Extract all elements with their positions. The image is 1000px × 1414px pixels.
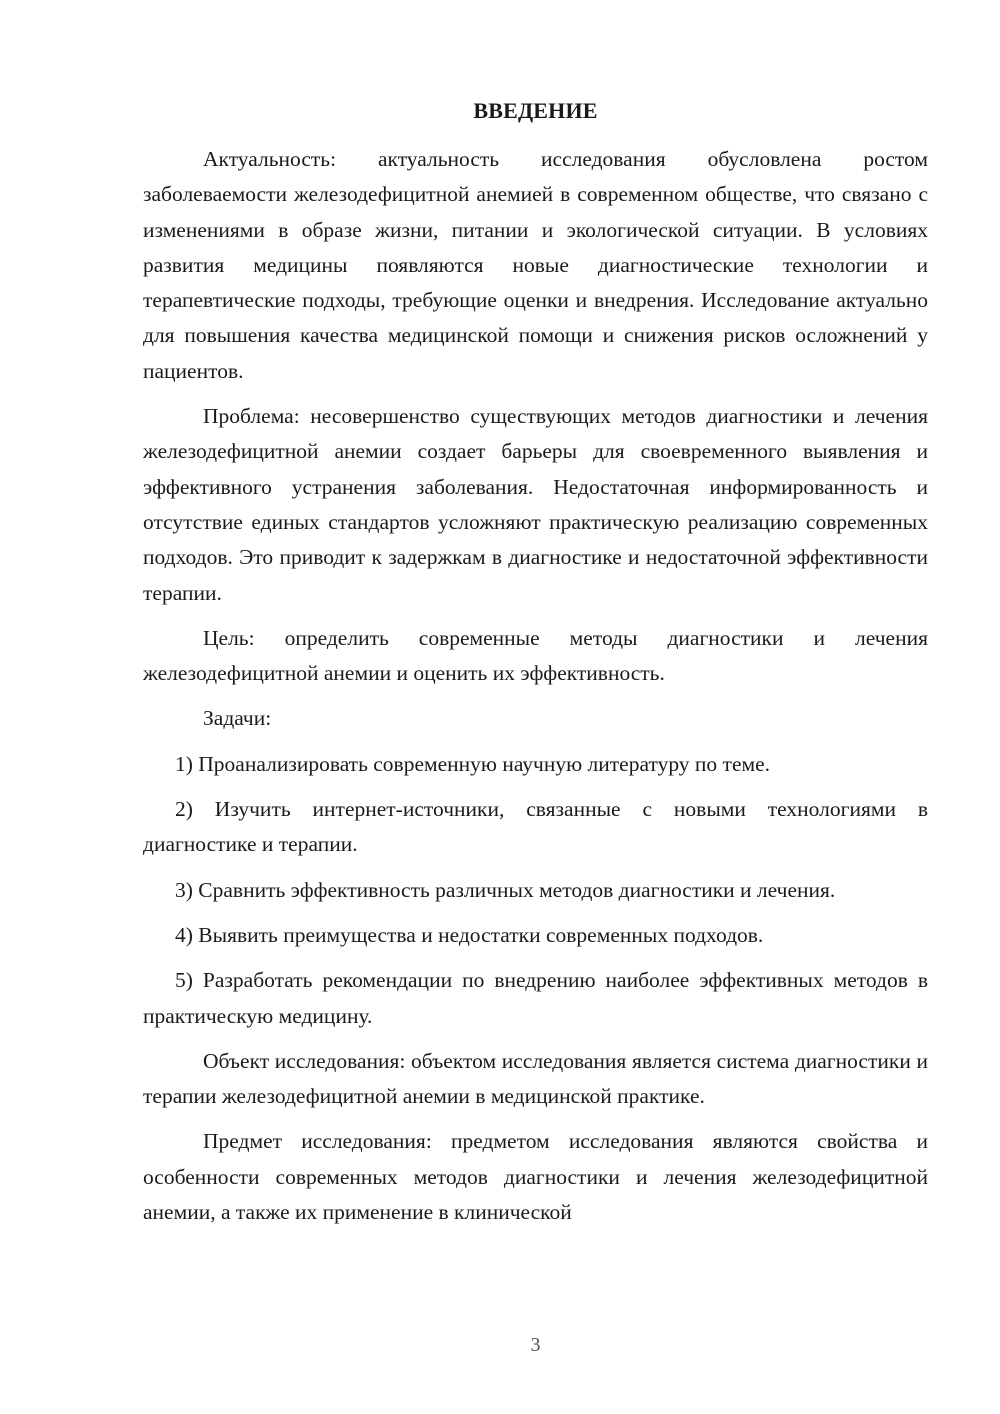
goal-paragraph: Цель: определить современные методы диагностики и лечения железодефицитной анемии и оценить их эффективность.	[143, 625, 928, 686]
subject-paragraph: Предмет исследования: предметом исследования являются свойства и особенности современных методов диагностики и лечения железодефицитной анемии, а также их применение в клинической	[143, 1129, 928, 1225]
object-paragraph: Объект исследования: объектом исследования является система диагностики и терапии железодефицитной анемии в медицинской практике.	[143, 1048, 928, 1109]
document-page	[143, 0, 928, 1414]
task-item-4: 4) Выявить преимущества и недостатки современных подходов.	[175, 922, 764, 947]
document-body	[143, 142, 928, 1240]
tasks-heading: Задачи:	[203, 706, 272, 731]
task-item-5: 5) Разработать рекомендации по внедрению наиболее эффективных методов в практическую медицину.	[143, 968, 928, 1028]
task-item-3: 3) Сравнить эффективность различных методов диагностики и лечения.	[175, 877, 836, 902]
task-item-2: 2) Изучить интернет-источники, связанные с новыми технологиями в диагностике и терапии.	[143, 797, 928, 857]
page-title: ВВЕДЕНИЕ	[473, 98, 598, 123]
task-item-1: 1) Проанализировать современную научную литературу по теме.	[175, 751, 771, 776]
relevance-paragraph: Актуальность: актуальность исследования обусловлена ростом заболеваемости железодефицитной анемией в современном обществе, что связано с изменениями в образе жизни, питании и экологической ситуации. В условиях развития медицины появляются новые диагностические технологии и терапевтические подходы, требующие оценки и внедрения. Исследование актуально для повышения качества медицинской помощи и снижения рисков осложнений у пациентов.	[143, 147, 928, 383]
page-number: 3	[530, 1334, 541, 1356]
problem-paragraph: Проблема: несовершенство существующих методов диагностики и лечения железодефицитной анемии создает барьеры для своевременного выявления и эффективного устранения заболевания. Недостаточная информированность и отсутствие единых стандартов усложняют практическую реализацию современных подходов. Это приводит к задержкам в диагностике и недостаточной эффективности терапии.	[143, 404, 928, 605]
